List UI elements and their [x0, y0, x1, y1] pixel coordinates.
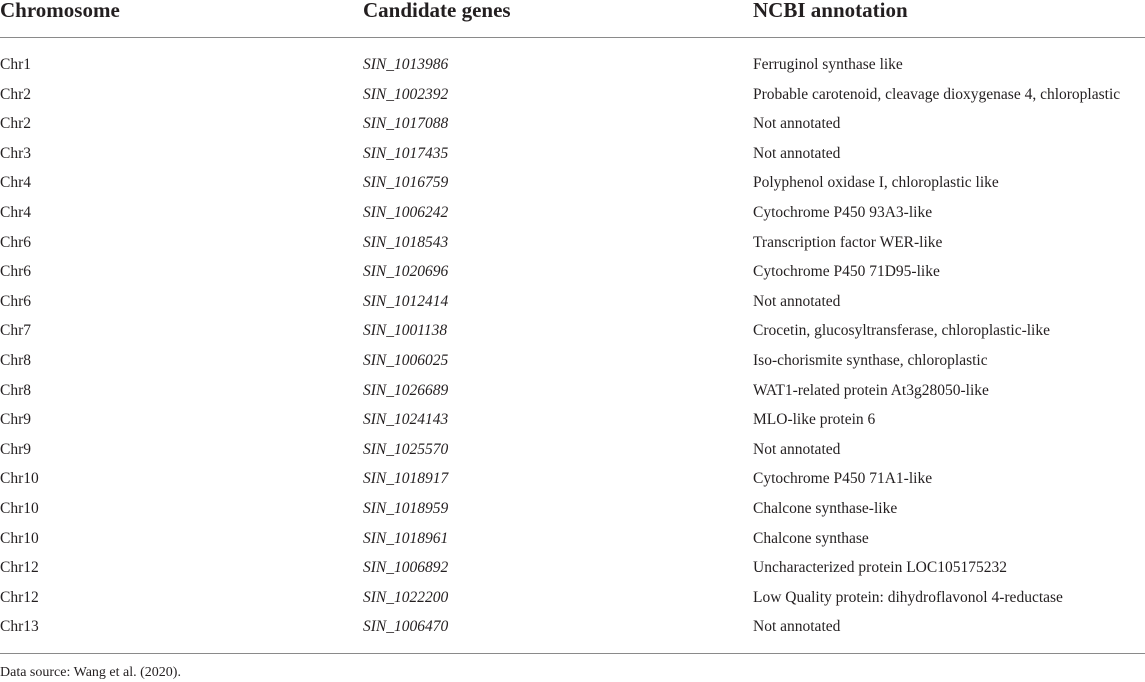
candidate-gene-cell: SIN_1018961 [363, 529, 449, 547]
chromosome-cell: Chr9 [0, 440, 31, 458]
ncbi-annotation-cell: Cytochrome P450 93A3-like [753, 203, 933, 221]
ncbi-annotation-cell: MLO-like protein 6 [753, 411, 876, 429]
chromosome-cell: Chr13 [0, 618, 39, 636]
table-row [0, 257, 1145, 287]
chromosome-cell: Chr7 [0, 322, 31, 340]
header-candidate-genes: Candidate genes [363, 0, 753, 38]
table-header [0, 0, 1145, 38]
ncbi-annotation-cell: Cytochrome P450 71A1-like [753, 470, 933, 488]
table-row [0, 316, 1145, 346]
chromosome-cell: Chr2 [0, 115, 31, 133]
candidate-gene-cell: SIN_1016759 [363, 174, 449, 192]
table-row [0, 228, 1145, 258]
table-row [0, 553, 1145, 583]
table-row [0, 80, 1145, 110]
chromosome-cell: Chr10 [0, 470, 39, 488]
chromosome-cell: Chr2 [0, 85, 31, 103]
candidate-gene-cell: SIN_1025570 [363, 440, 449, 458]
ncbi-annotation-cell: Not annotated [753, 115, 841, 133]
candidate-gene-cell: SIN_1024143 [363, 411, 449, 429]
candidate-gene-cell: SIN_1018959 [363, 499, 449, 517]
ncbi-annotation-cell: WAT1-related protein At3g28050-like [753, 381, 989, 399]
header-chromosome: Chromosome [0, 0, 363, 38]
ncbi-annotation-cell: Chalcone synthase [753, 529, 869, 547]
header-row [0, 0, 1145, 38]
table-body [0, 38, 1145, 642]
ncbi-annotation-cell: Polyphenol oxidase I, chloroplastic like [753, 174, 999, 192]
ncbi-annotation-cell: Cytochrome P450 71D95-like [753, 263, 940, 281]
chromosome-cell: Chr6 [0, 263, 31, 281]
chromosome-cell: Chr10 [0, 529, 39, 547]
ncbi-annotation-cell: Not annotated [753, 144, 841, 162]
table-row [0, 405, 1145, 435]
ncbi-annotation-cell: Ferruginol synthase like [753, 56, 903, 73]
ncbi-annotation-cell: Iso-chorismite synthase, chloroplastic [753, 351, 988, 369]
chromosome-cell: Chr4 [0, 174, 31, 192]
ncbi-annotation-cell: Uncharacterized protein LOC105175232 [753, 559, 1007, 577]
candidate-gene-cell: SIN_1017435 [363, 144, 449, 162]
candidate-gene-cell: SIN_1006242 [363, 203, 449, 221]
chromosome-cell: Chr12 [0, 588, 39, 606]
table-bottom-rule [0, 653, 1145, 654]
table-row [0, 38, 1145, 80]
ncbi-annotation-cell: Low Quality protein: dihydroflavonol 4-reductase [753, 588, 1063, 606]
candidate-gene-cell: SIN_1020696 [363, 263, 449, 281]
table-row [0, 376, 1145, 406]
chromosome-cell: Chr8 [0, 351, 31, 369]
candidate-gene-cell: SIN_1006892 [363, 559, 449, 577]
table-row [0, 612, 1145, 642]
candidate-gene-cell: SIN_1022200 [363, 588, 449, 606]
ncbi-annotation-cell: Not annotated [753, 292, 841, 310]
ncbi-annotation-cell: Transcription factor WER-like [753, 233, 943, 251]
candidate-gene-cell: SIN_1018917 [363, 470, 449, 488]
candidate-gene-cell: SIN_1006470 [363, 618, 449, 636]
candidate-gene-cell: SIN_1017088 [363, 115, 449, 133]
ncbi-annotation-cell: Probable carotenoid, cleavage dioxygenase 4, chloroplastic [753, 85, 1121, 103]
chromosome-cell: Chr1 [0, 56, 31, 73]
chromosome-cell: Chr9 [0, 411, 31, 429]
table-row [0, 494, 1145, 524]
candidate-gene-cell: SIN_1018543 [363, 233, 449, 251]
candidate-gene-cell: SIN_1013986 [363, 56, 449, 73]
ncbi-annotation-cell: Not annotated [753, 618, 841, 636]
table-row [0, 168, 1145, 198]
chromosome-cell: Chr8 [0, 381, 31, 399]
header-ncbi-annotation: NCBI annotation [753, 0, 1145, 38]
candidate-gene-cell: SIN_1002392 [363, 85, 449, 103]
table-row [0, 435, 1145, 465]
candidate-gene-cell: SIN_1012414 [363, 292, 449, 310]
table-row [0, 524, 1145, 554]
table-row [0, 346, 1145, 376]
ncbi-annotation-cell: Not annotated [753, 440, 841, 458]
candidate-gene-cell: SIN_1001138 [363, 322, 448, 340]
candidate-gene-cell: SIN_1026689 [363, 381, 449, 399]
chromosome-cell: Chr3 [0, 144, 31, 162]
table-row [0, 583, 1145, 613]
candidate-gene-cell: SIN_1006025 [363, 351, 449, 369]
table-row [0, 464, 1145, 494]
chromosome-cell: Chr6 [0, 233, 31, 251]
table-row [0, 198, 1145, 228]
ncbi-annotation-cell: Crocetin, glucosyltransferase, chloroplastic-like [753, 322, 1050, 340]
table-row [0, 287, 1145, 317]
chromosome-cell: Chr6 [0, 292, 31, 310]
table-row [0, 109, 1145, 139]
chromosome-cell: Chr10 [0, 499, 39, 517]
chromosome-cell: Chr12 [0, 559, 39, 577]
chromosome-cell: Chr4 [0, 203, 31, 221]
table-row [0, 139, 1145, 169]
ncbi-annotation-cell: Chalcone synthase-like [753, 499, 898, 517]
data-source-note: Data source: Wang et al. (2020). [0, 664, 181, 680]
